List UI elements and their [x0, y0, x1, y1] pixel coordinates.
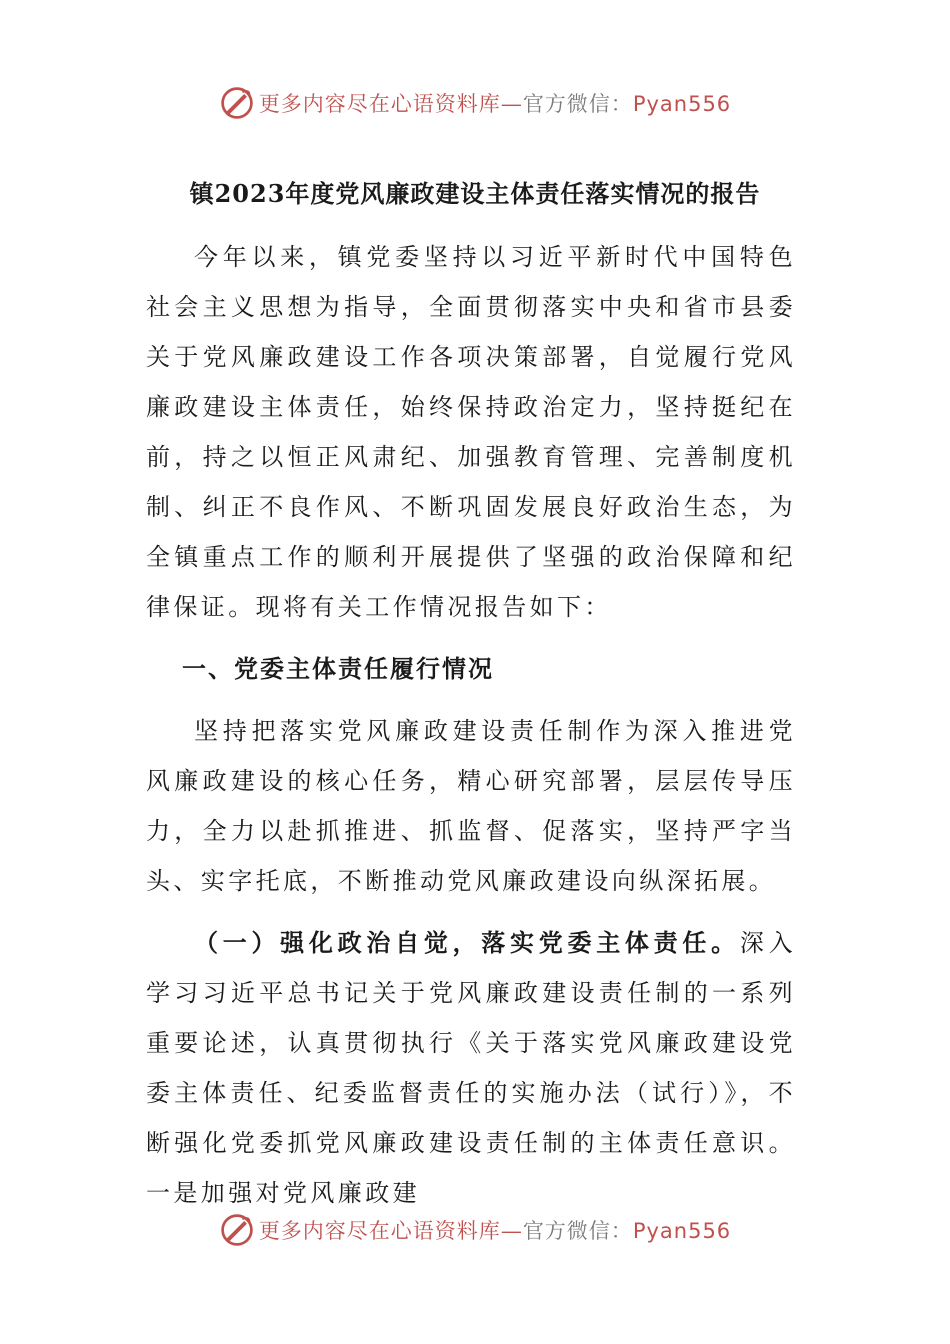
section-heading: 一、党委主体责任履行情况: [182, 654, 494, 683]
footer-banner: [0, 1205, 950, 1255]
document-title: 镇2023年度党风廉政建设主体责任落实情况的报告: [189, 179, 761, 208]
subsection-lead: （一）强化政治自觉，落实党委主体责任。: [194, 928, 740, 957]
pen-logo-icon: [219, 1212, 255, 1248]
document-body: [146, 232, 796, 1218]
subsection-body: 深入学习习近平总书记关于党风廉政建设责任制的一系列重要论述，认真贯彻执行《关于落实党风廉政建设党委主体责任、纪委监督责任的实施办法（试行）》，不断强化党委抓党风廉政建设责任制的主体责任意识。一是加强对党风廉政建: [146, 929, 796, 1207]
intro-paragraph: 今年以来，镇党委坚持以习近平新时代中国特色社会主义思想为指导，全面贯彻落实中央和省市县委关于党风廉政建设工作各项决策部署，自觉履行党风廉政建设主体责任，始终保持政治定力，坚持挺纪在前，持之以恒正风肃纪、加强教育管理、完善制度机制、纠正不良作风、不断巩固发展良好政治生态，为全镇重点工作的顺利开展提供了坚强的政治保障和纪律保证。现将有关工作情况报告如下：: [146, 243, 796, 621]
section-paragraph: 坚持把落实党风廉政建设责任制作为深入推进党风廉政建设的核心任务，精心研究部署，层层传导压力，全力以赴抓推进、抓监督、促落实，坚持严字当头、实字托底，不断推动党风廉政建设向纵深拓展。: [146, 717, 796, 895]
subsection-paragraph: [146, 918, 796, 1218]
banner-text: 更多内容尽在心语资料库—官方微信：Pyan556: [258, 1219, 732, 1243]
pen-logo-icon: [219, 85, 255, 121]
header-banner: [0, 78, 950, 128]
banner-text: 更多内容尽在心语资料库—官方微信：Pyan556: [258, 92, 732, 116]
